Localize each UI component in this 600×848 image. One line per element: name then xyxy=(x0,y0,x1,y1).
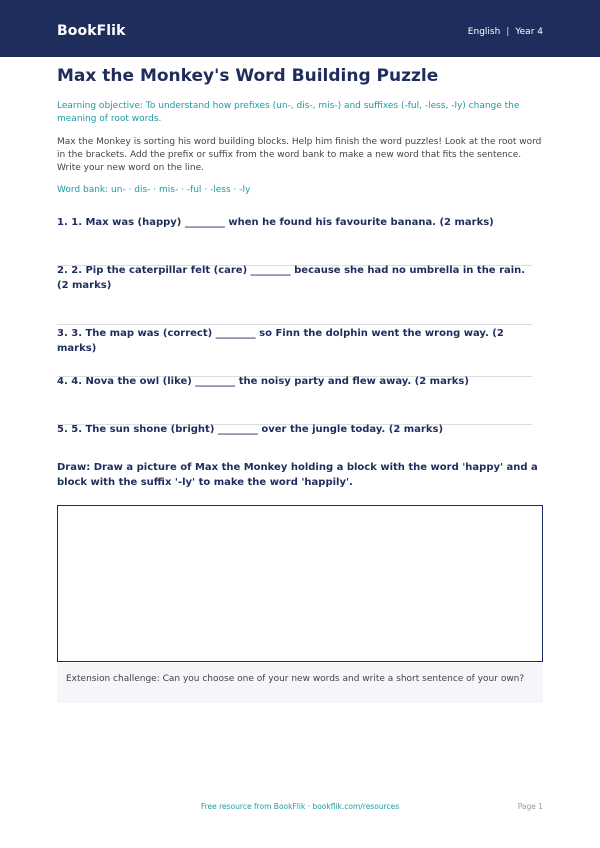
footer-credit[interactable]: Free resource from BookFlik · bookflik.com/resources xyxy=(200,802,400,811)
header-bar xyxy=(0,0,600,57)
drawing-area[interactable] xyxy=(57,505,543,662)
question-5: 5. 5. The sun shone (bright) ________ over the jungle today. (2 marks) xyxy=(57,424,444,435)
question-2: 2. 2. Pip the caterpillar felt (care) ________ because she had no umbrella in the rain. (2 marks) xyxy=(57,265,526,291)
extension-challenge-box xyxy=(57,663,543,703)
answer-line-2[interactable] xyxy=(57,324,532,325)
brand-logo[interactable]: BookFlik xyxy=(57,23,126,39)
year-label: Year 4 xyxy=(515,27,543,37)
learning-objective: Learning objective: To understand how prefixes (un-, dis-, mis-) and suffixes (-ful, -less, -ly) change the meaning of root words. xyxy=(57,101,520,124)
instructions-text: Max the Monkey is sorting his word building blocks. Help him finish the word puzzles! Look at the root word in the brackets. Add the prefix or suffix from the word bank to make a new word that fits the sentence. Write your new word on the line. xyxy=(57,137,542,173)
word-bank: Word bank: un- · dis- · mis- · -ful · -less · -ly xyxy=(57,185,251,195)
meta-separator: | xyxy=(506,27,510,37)
question-3: 3. 3. The map was (correct) ________ so Finn the dolphin went the wrong way. (2 marks) xyxy=(57,328,504,354)
draw-prompt: Draw: Draw a picture of Max the Monkey holding a block with the word 'happy' and a block with the suffix '-ly' to make the word 'happily'. xyxy=(57,462,538,488)
page-title: Max the Monkey's Word Building Puzzle xyxy=(57,66,439,86)
question-4: 4. 4. Nova the owl (like) ________ the noisy party and flew away. (2 marks) xyxy=(57,376,469,387)
page-number: Page 1 xyxy=(517,802,543,811)
subject-label: English xyxy=(467,27,501,37)
extension-challenge-text: Extension challenge: Can you choose one of your new words and write a short sentence of your own? xyxy=(66,674,525,684)
question-1: 1. 1. Max was (happy) ________ when he found his favourite banana. (2 marks) xyxy=(57,217,494,228)
header-meta xyxy=(468,27,543,37)
